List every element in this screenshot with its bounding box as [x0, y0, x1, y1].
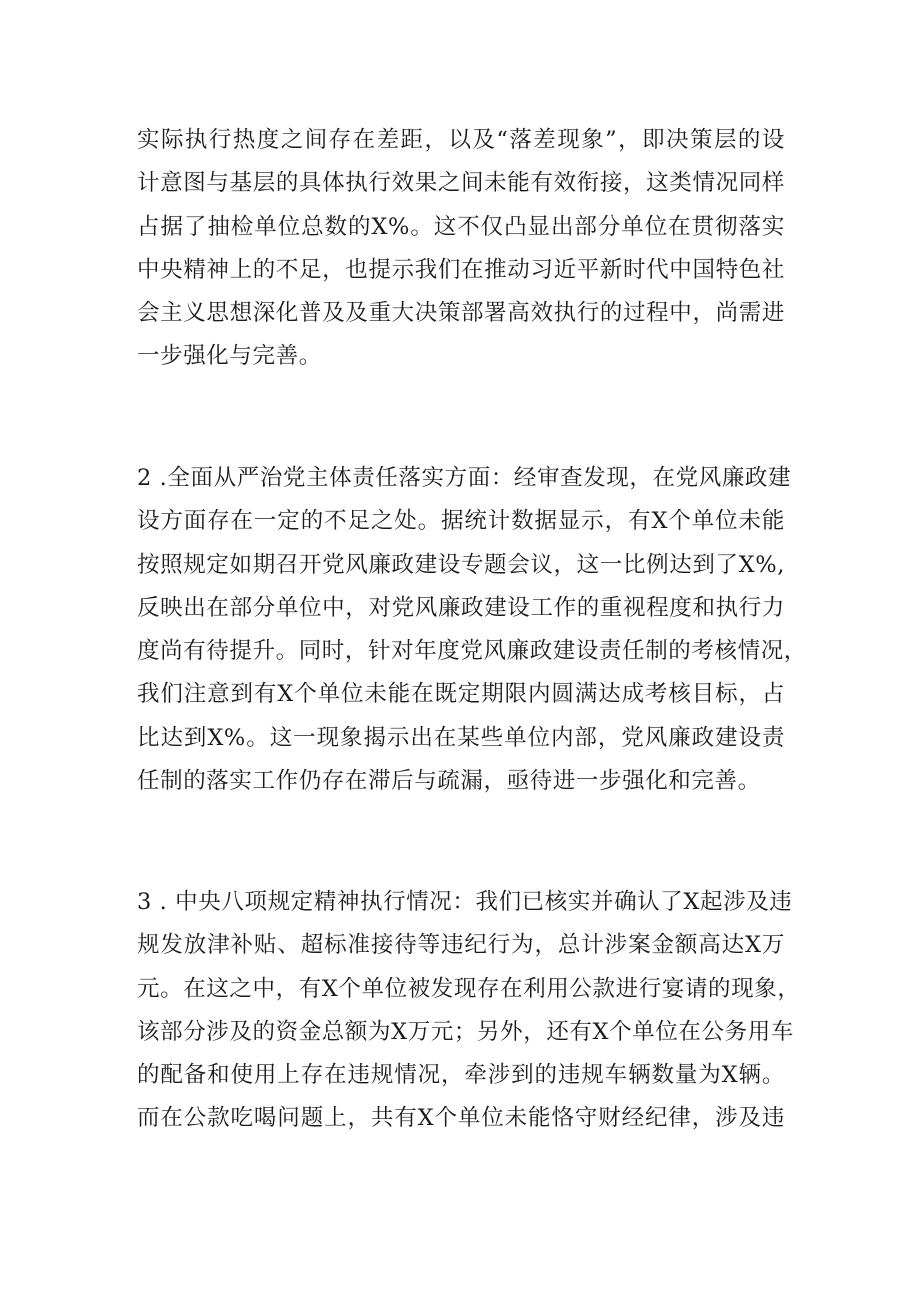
paragraph-line: 按照规定如期召开党风廉政建设专题会议，这一比例达到了X%,: [137, 551, 785, 578]
paragraph-line: 计意图与基层的具体执行效果之间未能有效衔接，这类情况同样: [137, 170, 785, 197]
paragraph-line: 任制的落实工作仍存在滞后与疏漏，亟待进一步强化和完善。: [137, 768, 761, 795]
paragraph-line: 2 .全面从严治党主体责任落实方面：经审查发现，在党风廉政建: [137, 465, 792, 491]
paragraph-line: 该部分涉及的资金总额为X万元；另外，还有X个单位在公务用车: [137, 1018, 794, 1045]
paragraph-1: [137, 119, 785, 379]
paragraph-line: 规发放津补贴、超标准接待等违纪行为，总计涉案金额高达X万: [137, 932, 785, 959]
paragraph-line: 实际执行热度之间存在差距，以及“落差现象”，即决策层的设: [137, 127, 785, 153]
paragraph-line: 反映出在部分单位中，对党风廉政建设工作的重视程度和执行力: [137, 594, 785, 621]
paragraph-line: 3 . 中央八项规定精神执行情况：我们已核实并确认了X起涉及违: [137, 889, 793, 915]
paragraph-line: 一步强化与完善。: [137, 343, 322, 370]
paragraph-line: 的配备和使用上存在违规情况，牵涉到的违规车辆数量为X辆。: [137, 1062, 785, 1089]
paragraph-line: 比达到X%。这一现象揭示出在某些单位内部，党风廉政建设责: [137, 724, 785, 751]
paragraph-line: 而在公款吃喝问题上，共有X个单位未能恪守财经纪律，涉及违: [137, 1105, 785, 1132]
paragraph-2: [137, 457, 807, 803]
paragraph-3: [137, 881, 801, 1141]
paragraph-line: 占据了抽检单位总数的X%。这不仅凸显出部分单位在贯彻落实: [137, 213, 785, 240]
paragraph-line: 我们注意到有X个单位未能在既定期限内圆满达成考核目标，占: [137, 681, 785, 708]
paragraph-line: 设方面存在一定的不足之处。据统计数据显示，有X个单位未能: [137, 508, 785, 535]
paragraph-line: 会主义思想深化普及及重大决策部署高效执行的过程中，尚需进: [137, 300, 785, 327]
paragraph-line: 中央精神上的不足，也提示我们在推动习近平新时代中国特色社: [137, 256, 785, 283]
paragraph-line: 元。在这之中，有X个单位被发现存在利用公款进行宴请的现象，: [137, 975, 801, 1002]
paragraph-line: 度尚有待提升。同时，针对年度党风廉政建设责任制的考核情况，: [137, 638, 807, 665]
